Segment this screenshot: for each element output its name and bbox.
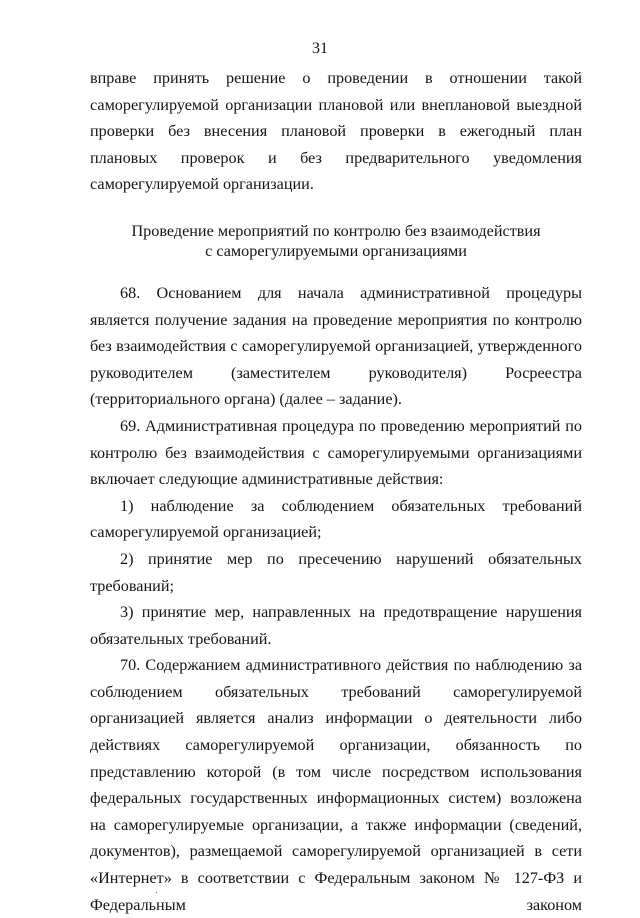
document-body — [90, 65, 582, 918]
page-number: 31 — [312, 40, 328, 57]
paragraph-68: 68. Основанием для начала административной процедуры является получение задания на проведение мероприятия по контролю без взаимодействия с саморегулируемой организацией, утвержденного руководителем (заместителем руководителя) Росреестра (территориального органа) (далее – задание). — [90, 283, 582, 409]
list-item-2: 2) принятие мер по пресечению нарушений обязательных требований; — [90, 549, 582, 595]
paragraph-69: 69. Административная процедура по проведению мероприятий по контролю без взаимодействия с саморегулируемыми организациями включает следующие административные действия: — [90, 416, 582, 489]
section-heading — [90, 221, 582, 261]
scan-artifact — [156, 892, 157, 893]
section-heading-line-1: Проведение мероприятий по контролю без взаимодействия — [131, 221, 541, 240]
list-item-1: 1) наблюдение за соблюдением обязательных требований саморегулируемой организацией; — [90, 496, 582, 542]
list-item-3: 3) принятие мер, направленных на предотвращение нарушения обязательных требований. — [90, 603, 582, 648]
section-heading-line-2: с саморегулируемыми организациями — [205, 241, 467, 260]
paragraph-70: 70. Содержанием административного действия по наблюдению за соблюдением обязательных требований саморегулируемой организацией является анализ информации о деятельности либо действиях саморегулируемой организации, обязанность по представлению которой (в том числе посредством использования федеральных государственных информационных систем) возложена на саморегулируемые организации, а также информации (сведений, документов), размещаемой саморегулируемой организацией в сети «Интернет» в соответствии с Федеральным законом № 127-ФЗ и Федеральным законом — [90, 656, 582, 914]
paragraph-continuation: вправе принять решение о проведении в отношении такой саморегулируемой организации плановой или внеплановой выездной проверки без внесения плановой проверки в ежегодный план плановых проверок и без предварительного уведомления саморегулируемой организации. — [90, 69, 582, 194]
